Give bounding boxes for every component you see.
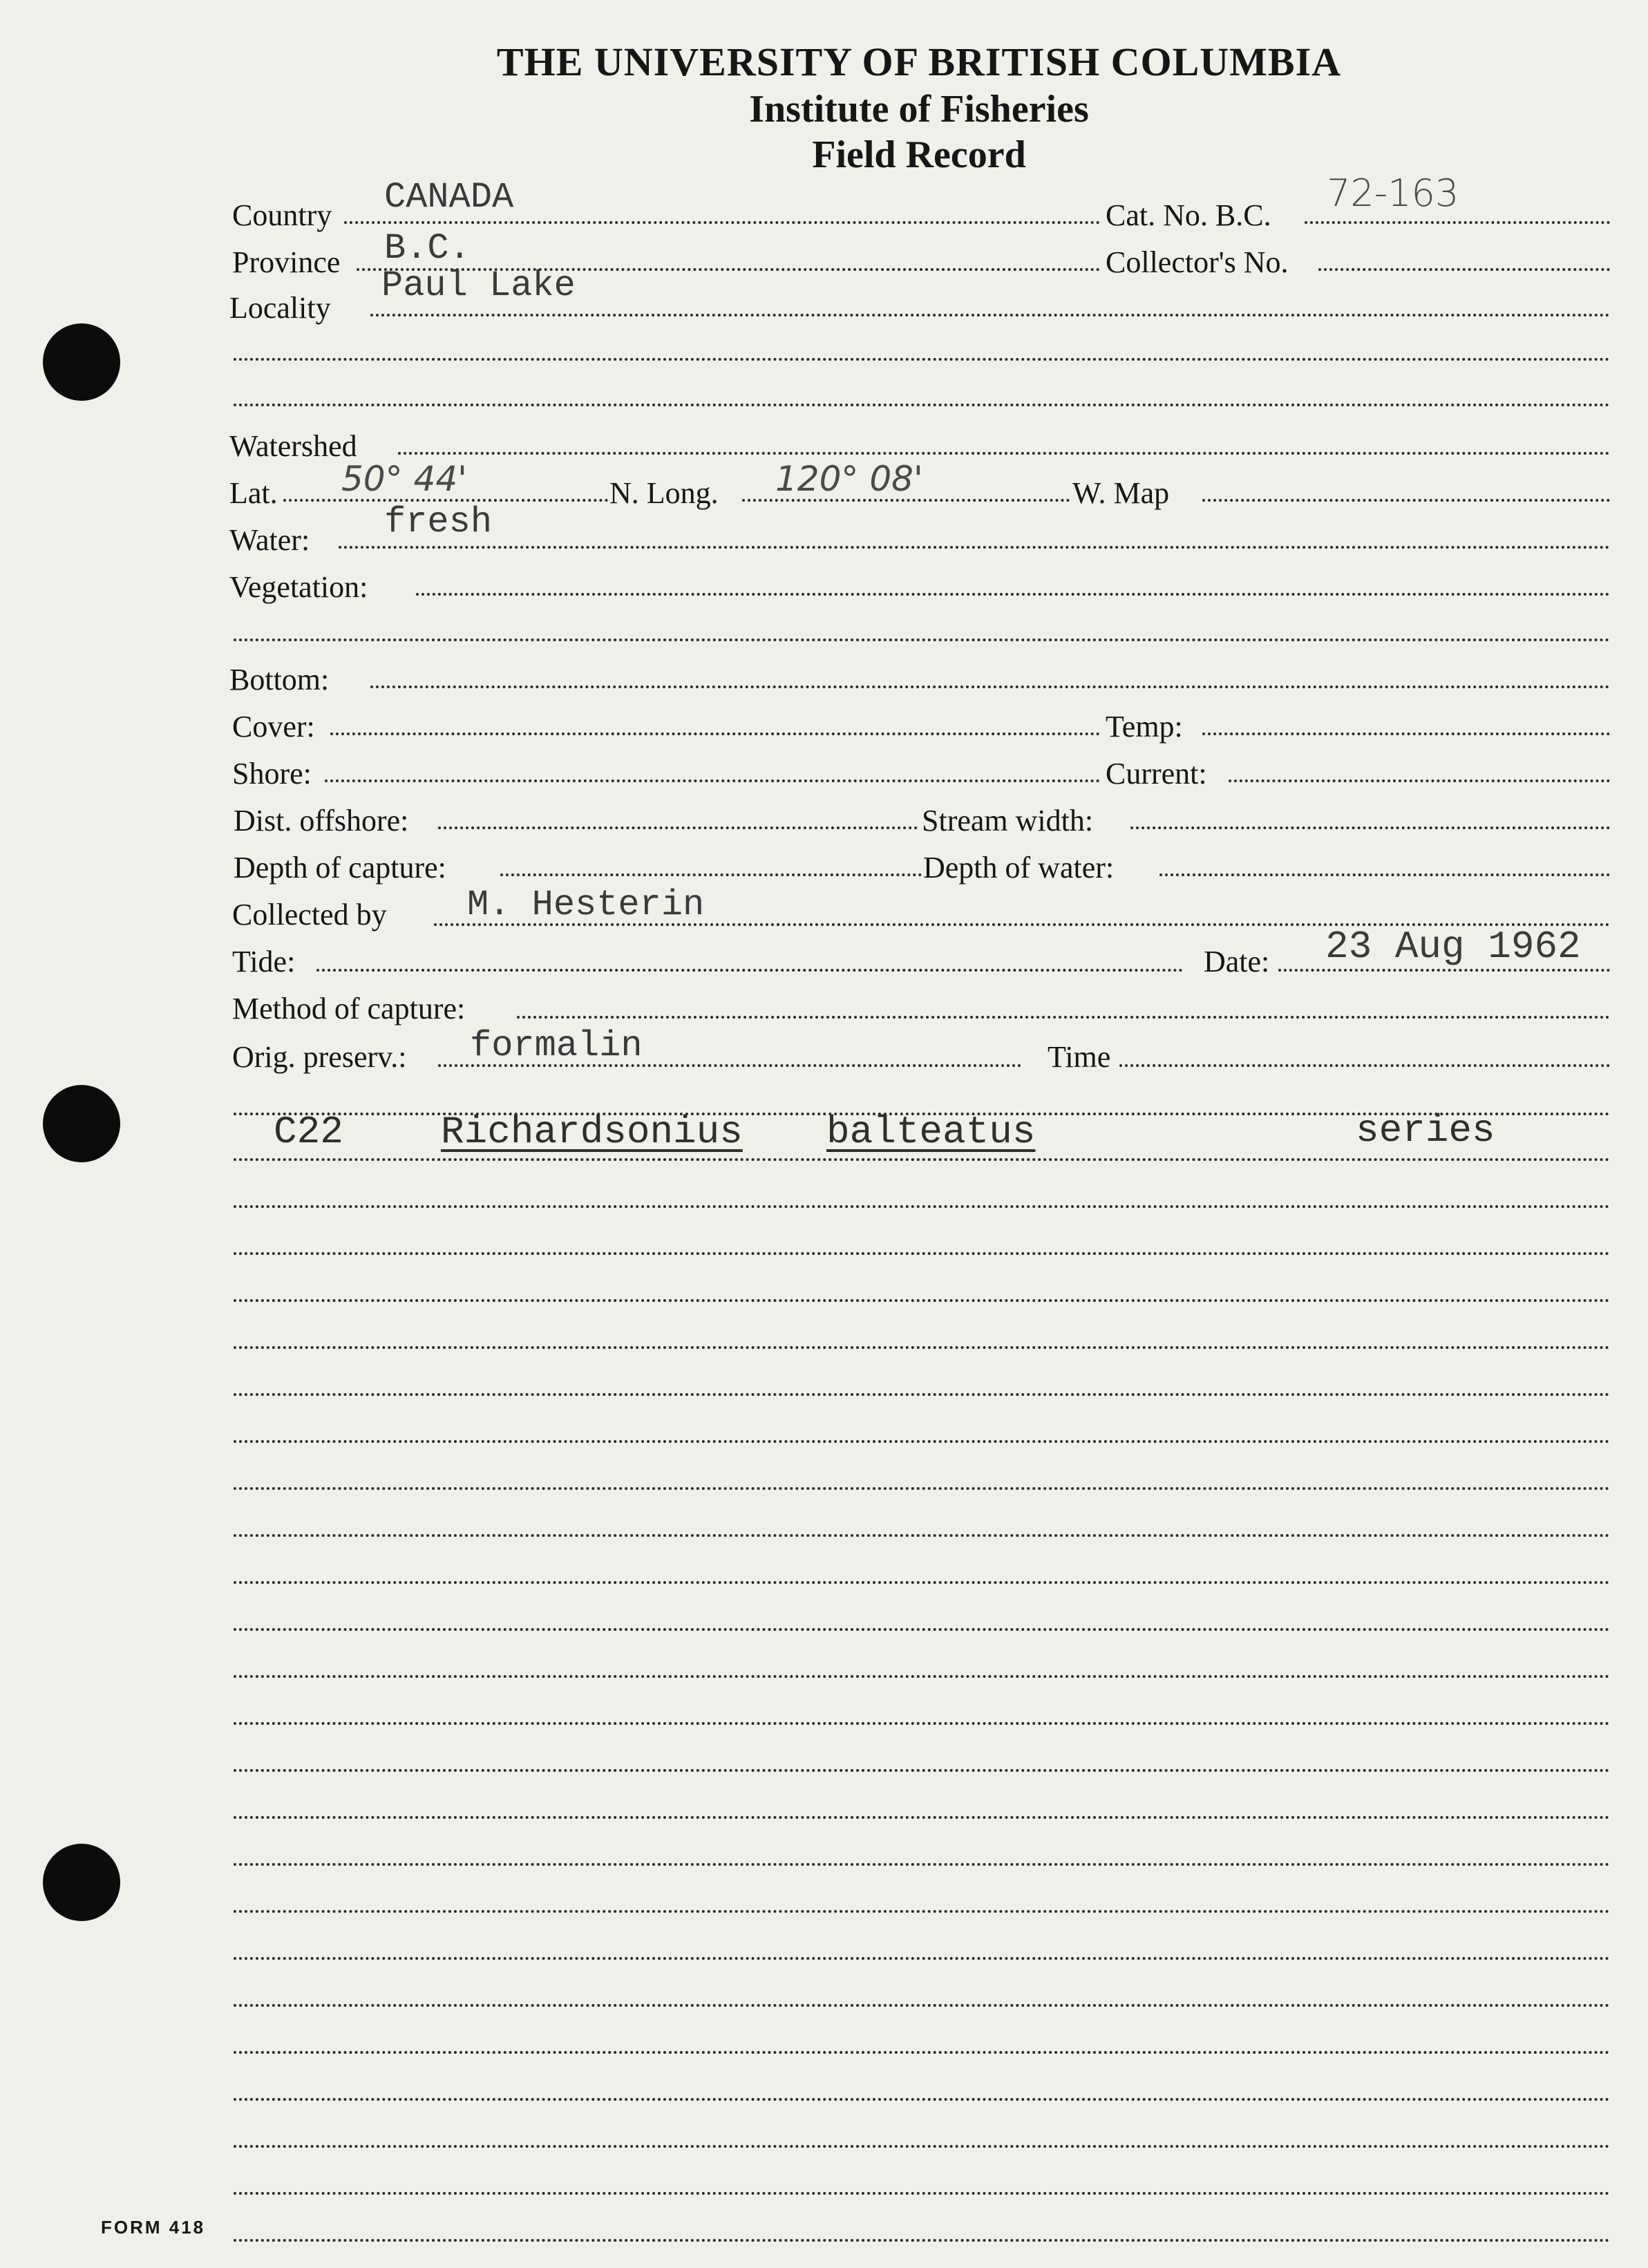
- punch-hole-middle: [43, 1085, 120, 1162]
- stream-width-label: Stream width:: [922, 804, 1094, 838]
- time-label: Time: [1048, 1040, 1111, 1074]
- specimen-code: C22: [274, 1110, 343, 1154]
- locality-value: Paul Lake: [381, 265, 576, 306]
- notes-line: [234, 1299, 1610, 1302]
- notes-line: [234, 2192, 1610, 2195]
- notes-line: [234, 1158, 1610, 1161]
- notes-line: [234, 1393, 1610, 1396]
- vegetation-line: [416, 593, 1610, 596]
- specimen-note: series: [1356, 1108, 1495, 1153]
- notes-line: [234, 1581, 1610, 1584]
- notes-line: [234, 1205, 1610, 1208]
- province-label: Province: [232, 245, 341, 279]
- notes-line: [234, 1487, 1610, 1490]
- orig-preserv-label: Orig. preserv.:: [232, 1040, 407, 1074]
- notes-line: [234, 1440, 1610, 1443]
- watershed-line: [398, 452, 1610, 455]
- stream-width-line: [1130, 826, 1610, 829]
- method-line: [517, 1016, 1610, 1019]
- notes-line: [234, 2098, 1610, 2101]
- form-number: FORM 418: [101, 2217, 206, 2238]
- form-title: Field Record: [812, 133, 1026, 176]
- country-line: [344, 221, 1100, 224]
- collectors-no-line: [1318, 268, 1610, 271]
- w-map-label: W. Map: [1072, 476, 1170, 510]
- notes-line: [234, 1675, 1610, 1678]
- notes-line: [234, 2051, 1610, 2054]
- cover-line: [330, 733, 1100, 735]
- bottom-label: Bottom:: [229, 663, 330, 697]
- map-line: [1202, 499, 1610, 502]
- notes-line: [234, 1346, 1610, 1349]
- long-value: 120° 08': [775, 459, 923, 499]
- notes-line: [234, 1722, 1610, 1725]
- lat-value: 50° 44': [341, 459, 467, 499]
- notes-line: [234, 2004, 1610, 2007]
- long-line: [742, 499, 1070, 502]
- notes-line: [234, 1910, 1610, 1913]
- time-line: [1119, 1064, 1610, 1067]
- notes-line: [234, 1769, 1610, 1772]
- method-label: Method of capture:: [232, 992, 466, 1026]
- notes-line: [234, 1863, 1610, 1866]
- notes-line: [234, 1957, 1610, 1960]
- specimen-genus: Richardsonius: [441, 1110, 743, 1154]
- locality-label: Locality: [229, 291, 331, 325]
- locality-line-2: [234, 358, 1610, 361]
- cat-no-value: 72-163: [1327, 171, 1459, 215]
- collectors-no-label: Collector's No.: [1106, 245, 1289, 279]
- n-long-label: N. Long.: [609, 476, 719, 510]
- current-line: [1229, 779, 1610, 782]
- bottom-line: [370, 686, 1610, 688]
- cat-no-label: Cat. No. B.C.: [1106, 198, 1271, 232]
- collected-by-value: M. Hesterin: [467, 885, 705, 925]
- locality-line: [370, 314, 1610, 316]
- current-label: Current:: [1106, 757, 1207, 791]
- country-value: CANADA: [384, 177, 514, 218]
- water-value: fresh: [384, 502, 493, 542]
- temp-label: Temp:: [1106, 710, 1183, 744]
- vegetation-label: Vegetation:: [229, 570, 368, 604]
- tide-label: Tide:: [232, 945, 296, 979]
- temp-line: [1202, 733, 1610, 735]
- province-value: B.C.: [384, 228, 471, 269]
- date-label: Date:: [1204, 945, 1270, 979]
- cat-no-line: [1305, 221, 1610, 224]
- specimen-species: balteatus: [826, 1110, 1036, 1154]
- collected-by-label: Collected by: [232, 898, 387, 932]
- notes-line: [234, 1816, 1610, 1819]
- watershed-label: Watershed: [229, 429, 357, 463]
- notes-line: [234, 1628, 1610, 1631]
- dist-offshore-line: [438, 826, 918, 829]
- punch-hole-bottom: [43, 1844, 120, 1921]
- dist-offshore-label: Dist. offshore:: [234, 804, 409, 838]
- lat-label: Lat.: [229, 476, 278, 510]
- shore-line: [325, 779, 1100, 782]
- orig-preserv-value: formalin: [470, 1026, 643, 1066]
- date-line: [1278, 969, 1610, 972]
- notes-line: [234, 2239, 1610, 2242]
- locality-line-3: [234, 404, 1610, 406]
- institute-title: Institute of Fisheries: [749, 88, 1089, 131]
- institution-title: THE UNIVERSITY OF BRITISH COLUMBIA: [496, 39, 1342, 84]
- notes-line: [234, 2145, 1610, 2148]
- depth-capture-line: [500, 873, 922, 876]
- vegetation-line-2: [234, 639, 1610, 641]
- tide-line: [316, 969, 1183, 972]
- notes-line: [234, 1252, 1610, 1255]
- punch-hole-top: [43, 323, 120, 401]
- cover-label: Cover:: [232, 710, 315, 744]
- shore-label: Shore:: [232, 757, 312, 791]
- water-label: Water:: [229, 523, 310, 557]
- depth-water-label: Depth of water:: [923, 851, 1115, 885]
- water-line: [339, 546, 1610, 549]
- date-value: 23 Aug 1962: [1325, 925, 1581, 969]
- depth-water-line: [1159, 873, 1610, 876]
- country-label: Country: [232, 198, 332, 232]
- orig-preserv-line: [438, 1064, 1021, 1067]
- notes-line: [234, 1534, 1610, 1537]
- depth-capture-label: Depth of capture:: [234, 851, 446, 885]
